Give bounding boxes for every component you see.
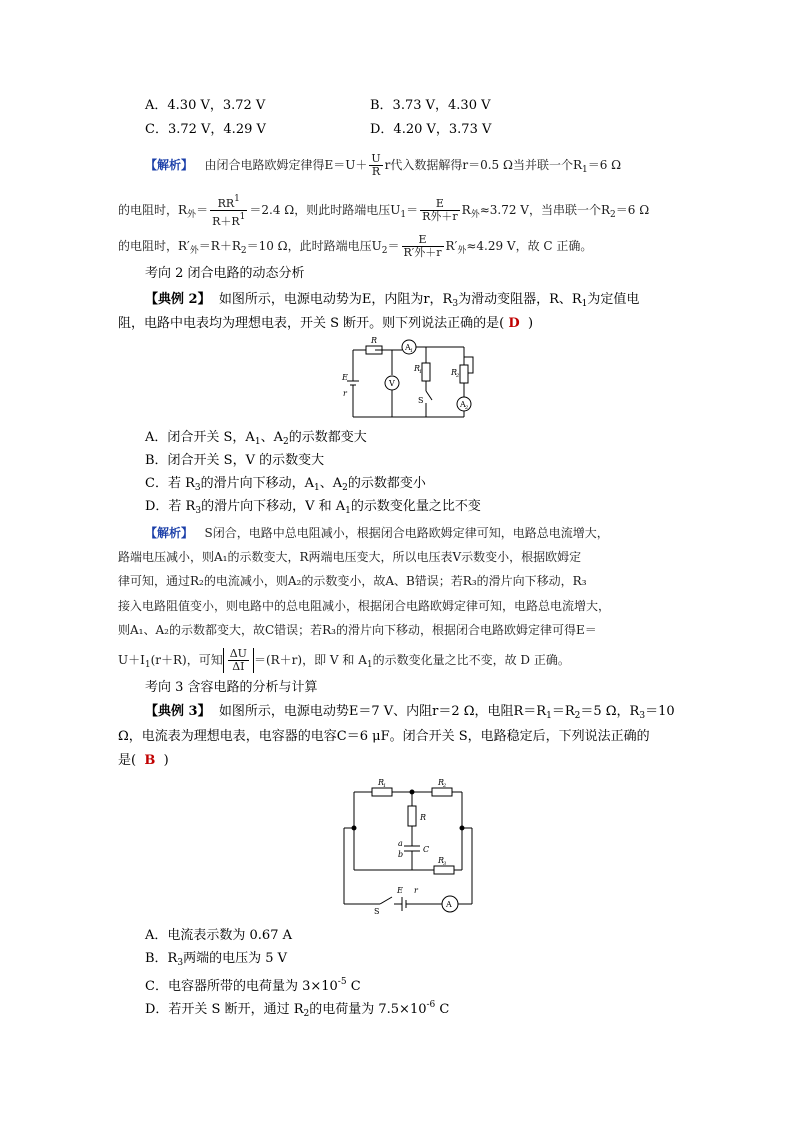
label-E: E: [342, 373, 348, 382]
example-stem-line1: 【典例 2】 如图所示，电源电动势为E，内阻为r，$R_3$为滑动变阻器，R、$R_1$为定值电: [145, 292, 640, 309]
example2-analysis-line1: 【解析】 S闭合，电路中总电阻减小，根据闭合电路欧姆定律可知，电路总电流增大，: [145, 526, 609, 540]
q1-analysis-line3: 的电阻时，$R'_外=R+R_2=10$ Ω，此时路端电压$U_2=$ $\frac{E}{\text{R′外＋r}}$ $R'_外\approx 4.29$ V，故 C 正确。: [118, 233, 593, 259]
example2-analysis-line3: 律可知，通过R₂的电流减小，则A₂的示数变小，故A、B错误；若R₃的滑片向下移动，R₃: [118, 574, 587, 588]
fraction: $\frac{RR^1}{R+R^1}$: [212, 194, 246, 228]
svg-text:R: R: [438, 856, 445, 865]
svg-text:2: 2: [465, 405, 469, 411]
example3-option-d: D．若开关 S 断开，通过 $R_2$的电荷量为 $7.5\times 10^{-6}$ C: [145, 1000, 450, 1019]
resistor-R1: [372, 788, 392, 796]
example2-analysis-line4: 接入电路阻值变小，则电路中的总电阻减小，根据闭合电路欧姆定律可知，电路总电流增大，: [118, 599, 611, 613]
q1-analysis-line2: 的电阻时，$R_外=$ $\frac{RR^1}{R+R^1}$ ＝2.4 Ω，则此时路端电压$U_1=$ $\frac{E}{\text{R外＋r}}$ $R_外\approx 3.72$ V，当串联一个$R_2=6$ Ω: [118, 194, 650, 228]
svg-text:1: 1: [383, 783, 387, 789]
analysis-text: 由闭合电路欧姆定律得E＝U＋: [204, 158, 368, 172]
analysis-tag: 【解析】: [145, 158, 194, 172]
svg-text:A: A: [460, 400, 466, 409]
svg-text:A: A: [405, 343, 411, 352]
label-C: C: [423, 845, 430, 854]
example3-option-b: B．$R_3$两端的电压为 5 V: [145, 951, 288, 968]
label-A: A: [446, 900, 452, 909]
svg-text:R: R: [414, 364, 421, 373]
example2-analysis-line5: 则A₁、A₂的示数都变大，故C错误；若R₃的滑片向下移动，根据闭合电路欧姆定律可得E＝: [118, 623, 597, 637]
svg-text:R: R: [438, 778, 445, 787]
example3-option-c: C．电容器所带的电荷量为 $3\times 10^{-5}$ C: [145, 977, 361, 994]
resistor-R1: [422, 363, 430, 381]
svg-text:1: 1: [419, 369, 423, 375]
example-stem-line2: 阻，电路中电表均为理想电表，开关 S 断开。则下列说法正确的是( D ): [118, 316, 534, 331]
q1-analysis-line1: 【解析】 由闭合电路欧姆定律得E＝U＋ $\frac{U}{R}$ r代入数据解得r＝0.5 Ω当并联一个$R_1=6$ Ω: [145, 152, 622, 178]
example2-option-c: C．若 $R_3$的滑片向下移动，$A_1$、$A_2$的示数都变小: [145, 476, 426, 493]
circuit-diagram-1: [340, 333, 500, 423]
svg-text:2: 2: [443, 783, 447, 789]
label-a: a: [398, 839, 403, 848]
label-E: E: [397, 886, 403, 895]
switch-S: [380, 897, 392, 904]
svg-text:2: 2: [456, 373, 460, 379]
resistor-R2: [460, 365, 468, 383]
example3-option-a: A．电流表示数为 0.67 A: [145, 928, 292, 943]
example2-option-b: B．闭合开关 S，V 的示数变大: [145, 453, 325, 468]
section-title: 考向 2 闭合电路的动态分析: [145, 266, 305, 281]
fraction: $\frac{U}{R}$: [371, 152, 381, 178]
label-S: S: [418, 396, 424, 405]
resistor-R: [408, 806, 416, 826]
example3-stem-line3: 是( B ): [118, 753, 169, 768]
example2-analysis-line2: 路端电压减小，则A₁的示数变大，R两端电压变大，所以电压表V示数变小，根据欧姆定: [118, 550, 582, 564]
label-V: V: [389, 379, 395, 388]
example3-stem-line1: 【典例 3】 如图所示，电源电动势E＝7 V、内阻r＝2 Ω，电阻$R=R_1=R_2=5$ Ω，$R_3=10$: [145, 704, 675, 721]
fraction: $\frac{E}{\text{R外＋r}}$: [422, 197, 458, 223]
example2-option-a: A．闭合开关 S，$A_1$、$A_2$的示数都变大: [145, 430, 367, 447]
label-r: r: [414, 886, 418, 895]
circuit-diagram-2: [342, 776, 492, 916]
label-r: r: [343, 389, 347, 398]
svg-text:R: R: [378, 778, 385, 787]
option-c: C．3.72 V，4.29 V: [145, 122, 266, 137]
answer-label: B: [144, 753, 156, 768]
example2-analysis-line6: $U+I_1(r+R)$，可知 $\frac{\Delta U}{\Delta I}$ ＝(R＋r)，即 V 和 $A_1$的示数变化量之比不变，故 D 正确。: [118, 647, 570, 673]
option-d: D．4.20 V，3.73 V: [370, 122, 492, 137]
resistor-R2: [432, 788, 452, 796]
option-b: B．3.73 V，4.30 V: [370, 98, 491, 113]
label-b: b: [398, 850, 404, 859]
fraction: $\frac{E}{\text{R′外＋r}}$: [403, 233, 442, 259]
svg-text:R: R: [451, 368, 458, 377]
answer-label: D: [508, 316, 520, 331]
example3-stem-line2: Ω，电流表为理想电表，电容器的电容C＝6 μF。闭合开关 S，电路稳定后，下列说法正确的: [118, 729, 650, 744]
resistor-R3: [434, 866, 454, 874]
svg-text:3: 3: [443, 861, 447, 867]
switch-S: [426, 391, 432, 400]
svg-text:1: 1: [410, 348, 414, 354]
option-a: A．4.30 V，3.72 V: [145, 98, 266, 113]
section-title: 考向 3 含容电路的分析与计算: [145, 680, 318, 695]
example2-option-d: D．若 $R_3$的滑片向下移动，V 和 $A_1$的示数变化量之比不变: [145, 499, 481, 516]
label-R: R: [371, 336, 378, 345]
label-S: S: [374, 907, 380, 916]
label-R: R: [420, 813, 427, 822]
